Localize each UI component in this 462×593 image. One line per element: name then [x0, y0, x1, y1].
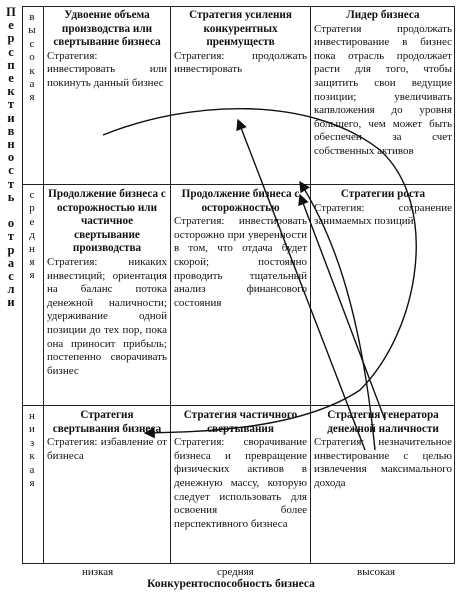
- cell-title: Стратегия генератора денежной наличности: [327, 409, 439, 435]
- cell-r1c2: [174, 9, 307, 77]
- strategy-matrix: [22, 6, 455, 564]
- x-tick-high: высокая: [357, 566, 396, 578]
- cell-title: Стратегия усиления конкурентных преимуществ: [189, 9, 292, 49]
- cell-body: Стратегия: избавление от бизнеса: [47, 436, 167, 462]
- cell-title: Продолжение бизнеса с осторожностью или частичное свертывание производства: [48, 188, 166, 255]
- cell-body: Стратегия продолжать инвестирование в бизнес пока отрасль продолжает расти для того, чтобы защитить свои ведущие позиции; увеличивать капвложения до уровня большего, чем может быть обеспечен за счет собственных активов: [314, 22, 452, 157]
- cell-title: Стратегия частичного свертывания: [183, 409, 298, 435]
- cell-r2c1: [47, 188, 167, 378]
- x-axis-label: Конкурентоспособность бизнеса: [147, 578, 315, 590]
- cell-r3c3: [314, 409, 452, 491]
- label-column-divider: [43, 7, 44, 563]
- cell-title: Удвоение объема производства или свертывание бизнеса: [53, 9, 161, 49]
- row-label-mid: с р е д н я я: [29, 189, 35, 282]
- cell-r3c1: [47, 409, 167, 463]
- y-axis-label: П е р с п е к т и в н о с т ь о т р а с л и: [6, 5, 16, 310]
- cell-body: Стратегия: инвестировать осторожно при уверенности в том, что отдача будет скорой; постоянно проводить тщательный анализ финансового состояния: [174, 215, 307, 309]
- row-divider-1: [23, 184, 454, 185]
- cell-body: Стратегия: сохранение занимаемых позиций: [314, 201, 452, 228]
- cell-title: Лидер бизнеса: [346, 9, 420, 21]
- cell-title: Стратегия свертывания бизнеса: [52, 409, 162, 435]
- column-divider-1: [170, 7, 171, 563]
- cell-r3c2: [174, 409, 307, 531]
- cell-title: Стратегии роста: [340, 188, 426, 200]
- cell-title: Продолжение бизнеса с осторожностью: [181, 188, 300, 214]
- cell-r2c2: [174, 188, 307, 310]
- cell-r2c3: [314, 188, 452, 229]
- cell-body: Стратегия: инвестировать или покинуть данный бизнес: [47, 49, 167, 89]
- cell-r1c3: [314, 9, 452, 159]
- cell-body: Стратегия: продолжать инвестировать: [174, 49, 307, 76]
- cell-r1c1: [47, 9, 167, 91]
- cell-body: Стратегия: незначительное инвестирование с целью извлечения максимального дохода: [314, 436, 452, 489]
- cell-body: Стратегия: сворачивание бизнеса и превращение физических активов в денежную массу, которую следует использовать для освоения более перспективного бизнеса: [174, 436, 307, 530]
- column-divider-2: [310, 7, 311, 563]
- row-label-high: в ы с о к а я: [28, 11, 36, 104]
- x-tick-low: низкая: [82, 566, 114, 578]
- row-divider-2: [23, 405, 454, 406]
- x-tick-mid: средняя: [217, 566, 254, 578]
- row-label-low: н и з к а я: [29, 410, 35, 490]
- cell-body: Стратегия: никаких инвестиций; ориентация на баланс потока денежной наличности; удерживание одной позиции до тех пор, пока она приносит прибыль; постепенно сворачивать бизнес: [47, 255, 167, 377]
